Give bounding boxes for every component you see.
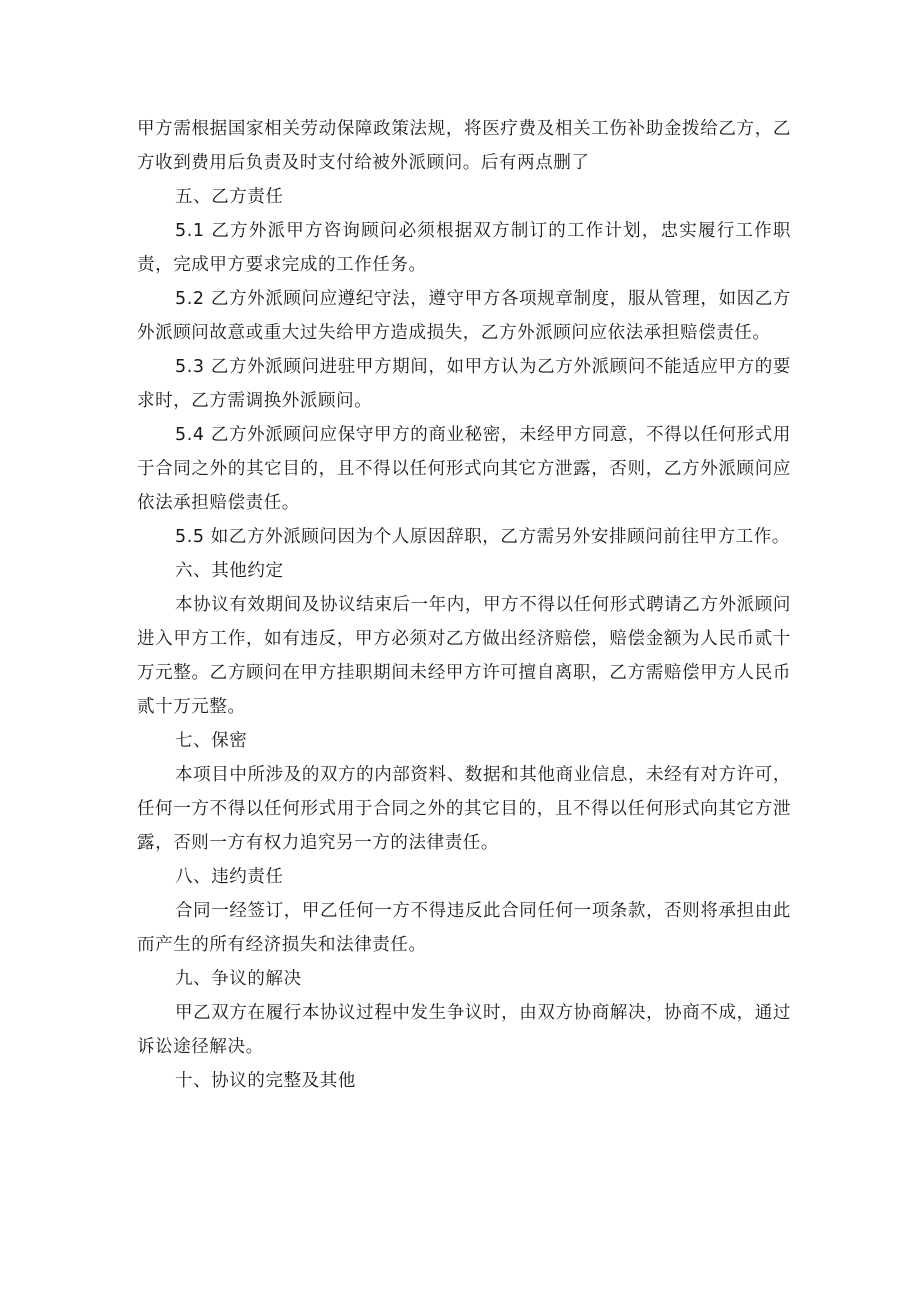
- section-heading-5: 五、乙方责任: [175, 187, 284, 207]
- clause-5-1: 5.1 乙方外派甲方咨询顾问必须根据双方制订的工作计划，忠实履行工作职责，完成甲方要求完成的工作任务。: [137, 221, 791, 275]
- clause-5-4: 5.4 乙方外派顾问应保守甲方的商业秘密，未经甲方同意，不得以任何形式用于合同之外的其它目的，且不得以任何形式向其它方泄露，否则，乙方外派顾问应依法承担赔偿责任。: [137, 425, 791, 513]
- paragraph-breach: 合同一经签订，甲乙任何一方不得违反此合同任何一项条款，否则将承担由此而产生的所有经济损失和法律责任。: [137, 901, 791, 955]
- clause-5-3: 5.3 乙方外派顾问进驻甲方期间，如甲方认为乙方外派顾问不能适应甲方的要求时，乙方需调换外派顾问。: [137, 357, 791, 411]
- paragraph-dispute: 甲乙双方在履行本协议过程中发生争议时，由双方协商解决，协商不成，通过诉讼途径解决。: [137, 1003, 791, 1057]
- section-heading-10: 十、协议的完整及其他: [175, 1071, 356, 1091]
- document-body: [137, 112, 791, 1098]
- section-heading-6: 六、其他约定: [175, 561, 284, 581]
- paragraph-confidentiality: 本项目中所涉及的双方的内部资料、数据和其他商业信息，未经有对方许可，任何一方不得以任何形式用于合同之外的其它目的，且不得以任何形式向其它方泄露，否则一方有权力追究另一方的法律责任。: [137, 765, 791, 853]
- clause-5-2: 5.2 乙方外派顾问应遵纪守法，遵守甲方各项规章制度，服从管理，如因乙方外派顾问故意或重大过失给甲方造成损失，乙方外派顾问应依法承担赔偿责任。: [137, 289, 791, 343]
- section-heading-8: 八、违约责任: [175, 867, 284, 887]
- section-heading-9: 九、争议的解决: [175, 969, 302, 989]
- clause-5-5: 5.5 如乙方外派顾问因为个人原因辞职，乙方需另外安排顾问前往甲方工作。: [175, 527, 790, 547]
- paragraph-other-agreements: 本协议有效期间及协议结束后一年内，甲方不得以任何形式聘请乙方外派顾问进入甲方工作，如有违反，甲方必须对乙方做出经济赔偿，赔偿金额为人民币贰十万元整。乙方顾问在甲方挂职期间未经甲方许可擅自离职，乙方需赔偿甲方人民币贰十万元整。: [137, 595, 791, 717]
- paragraph-medical-fees: 甲方需根据国家相关劳动保障政策法规，将医疗费及相关工伤补助金拨给乙方，乙方收到费用后负责及时支付给被外派顾问。后有两点删了: [137, 119, 791, 173]
- section-heading-7: 七、保密: [175, 731, 248, 751]
